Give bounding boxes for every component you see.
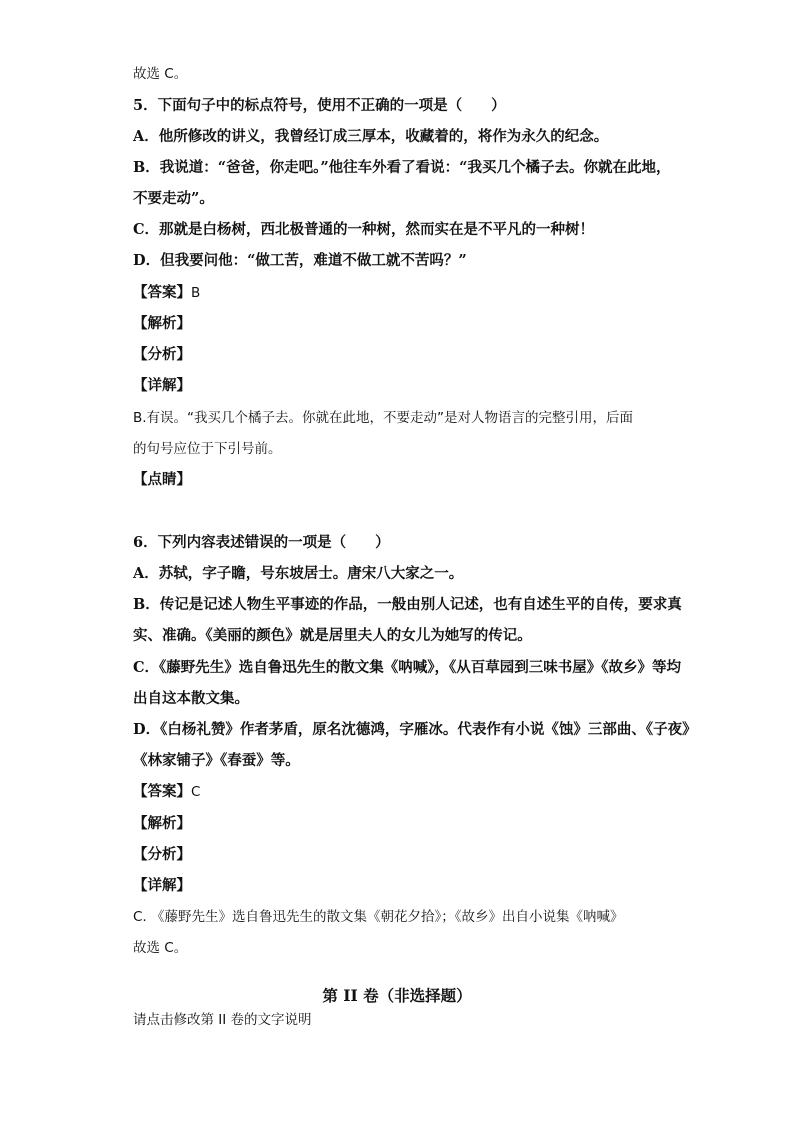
- q5-detail-line1: B.有误。“我买几个橘子去。你就在此地，不要走动”是对人物语言的完整引用，后面: [133, 410, 634, 426]
- q5-option-a: A．他所修改的讲义，我曾经订成三厚本，收藏着的，将作为永久的纪念。: [133, 128, 609, 145]
- q6-detail-label: 【详解】: [133, 877, 191, 894]
- q6-stem: 6．下列内容表述错误的一项是（ ）: [133, 534, 390, 551]
- q6-option-a: A．苏轼，字子瞻，号东坡居士。唐宋八大家之一。: [133, 565, 464, 582]
- q5-option-d: D．但我要问他：“做工苦，难道不做工就不苦吗？”: [133, 252, 467, 269]
- q6-analysis-label: 【解析】: [133, 815, 191, 832]
- q5-option-b-line2: 不要走动”。: [133, 190, 214, 207]
- q6-fenxi-label: 【分析】: [133, 846, 191, 863]
- q5-option-b-line1: B．我说道：“爸爸，你走吧。”他往车外看了看说：“我买几个橘子去。你就在此地，: [133, 159, 671, 176]
- q6-option-c-line1: C．《藤野先生》选自鲁迅先生的散文集《呐喊》，《从百草园到三味书屋》《故乡》等均: [133, 659, 682, 676]
- q4-conclusion: 故选 C。: [133, 66, 188, 82]
- q5-option-c: C．那就是白杨树，西北极普通的一种树，然而实在是不平凡的一种树！: [133, 221, 595, 238]
- q5-answer-label: 【答案】: [133, 284, 191, 301]
- q6-option-b-line1: B．传记是记述人物生平事迹的作品，一般由别人记述，也有自述生平的自传，要求真: [133, 596, 682, 613]
- q5-dianjing-label: 【点睛】: [133, 471, 191, 488]
- q5-analysis-label: 【解析】: [133, 315, 191, 332]
- q6-answer-label: 【答案】: [133, 783, 191, 800]
- q6-option-b-line2: 实、准确。《美丽的颜色》就是居里夫人的女儿为她写的传记。: [133, 627, 532, 644]
- q6-answer: [133, 782, 678, 802]
- q5-answer-value: B: [191, 285, 201, 301]
- q6-conclusion: 故选 C。: [133, 940, 188, 956]
- q5-detail-label: 【详解】: [133, 377, 191, 394]
- q6-option-c-line2: 出自这本散文集。: [133, 690, 249, 707]
- q6-option-d-line2: 《林家铺子》《春蚕》等。: [133, 752, 300, 769]
- q6-answer-value: C: [191, 784, 201, 800]
- q5-fenxi-label: 【分析】: [133, 346, 191, 363]
- q5-detail-line2: 的句号应位于下引号前。: [133, 441, 282, 457]
- q6-option-d-line1: D．《白杨礼赞》作者茅盾，原名沈德鸿，字雁冰。代表作有小说《蚀》三部曲、《子夜》: [133, 721, 697, 738]
- q5-stem: 5．下面句子中的标点符号，使用不正确的一项是（ ）: [133, 97, 506, 114]
- part2-title: 第 II 卷（非选择题）: [322, 986, 472, 1005]
- part2-note: 请点击修改第 II 卷的文字说明: [133, 1012, 312, 1028]
- q5-answer: [133, 283, 678, 303]
- q6-detail-line1: C. 《藤野先生》选自鲁迅先生的散文集《朝花夕拾》；《故乡》出自小说集《呐喊》: [133, 909, 624, 925]
